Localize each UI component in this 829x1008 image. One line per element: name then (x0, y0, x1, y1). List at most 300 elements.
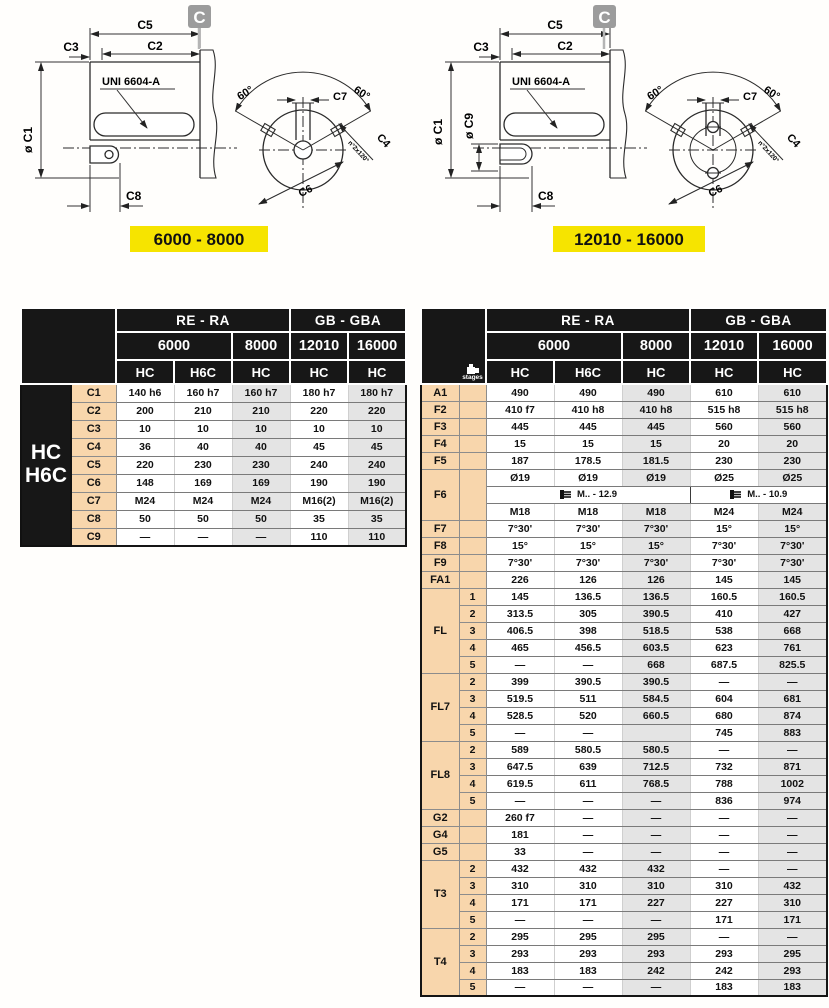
cell: — (486, 979, 554, 996)
cell: M24 (174, 492, 232, 510)
cell: 148 (116, 474, 174, 492)
cell: 305 (554, 605, 622, 622)
cell: 589 (486, 741, 554, 758)
cell: 293 (690, 945, 758, 962)
cell: 639 (554, 758, 622, 775)
stage-cell: 3 (459, 690, 486, 707)
cell: 181 (486, 826, 554, 843)
cell: 110 (290, 528, 348, 546)
svg-text:12010 - 16000: 12010 - 16000 (574, 230, 684, 249)
table-row (421, 537, 827, 554)
cell: 227 (690, 894, 758, 911)
stage-cell: 2 (459, 928, 486, 945)
stage-cell (459, 843, 486, 860)
cell: 227 (622, 894, 690, 911)
cell: 15 (486, 435, 554, 452)
stage-cell: 4 (459, 639, 486, 656)
cell: 171 (690, 911, 758, 928)
cell: M24 (232, 492, 290, 510)
cell: — (622, 809, 690, 826)
bolt-class-text: M.. - 12.9 (576, 489, 618, 500)
cell: 136.5 (622, 588, 690, 605)
cell: 15° (554, 537, 622, 554)
side-view (473, 50, 647, 178)
stage-cell: 2 (459, 605, 486, 622)
table-row (421, 741, 827, 758)
cell: 10 (290, 420, 348, 438)
cell: 7°30' (758, 554, 827, 571)
cell: 240 (290, 456, 348, 474)
cell: 293 (554, 945, 622, 962)
dim-c7: C7 (333, 91, 348, 103)
row-label: FL7 (421, 673, 459, 741)
cell: Ø19 (622, 469, 690, 486)
shaft-diagram-12010-16000 (415, 0, 829, 262)
dim-c6: C6 (706, 182, 725, 200)
table-row (421, 622, 827, 639)
cell: 160 h7 (232, 384, 290, 402)
stage-cell (459, 435, 486, 452)
cell: 465 (486, 639, 554, 656)
size-8000: 8000 (622, 332, 690, 360)
row-label: C4 (71, 438, 116, 456)
dim-c5: C5 (547, 18, 563, 32)
cell: 647.5 (486, 758, 554, 775)
cell: 50 (116, 510, 174, 528)
cell: 230 (232, 456, 290, 474)
cell: 410 f7 (486, 401, 554, 418)
series-group-re-ra: RE - RA (116, 308, 290, 332)
table-row (421, 775, 827, 792)
table-row (21, 528, 406, 546)
cell: 310 (690, 877, 758, 894)
table-row (21, 438, 406, 456)
cell: 295 (622, 928, 690, 945)
table-row (421, 962, 827, 979)
cell: 310 (758, 894, 827, 911)
cell: — (486, 911, 554, 928)
cell: — (554, 911, 622, 928)
table-row (21, 456, 406, 474)
cell: 240 (348, 456, 406, 474)
keyway-standard-label: UNI 6604-A (102, 76, 161, 88)
cell: 445 (622, 418, 690, 435)
stage-cell (459, 401, 486, 418)
size-6000: 6000 (116, 332, 232, 360)
table-row (421, 656, 827, 673)
stage-cell (459, 469, 486, 520)
table-row (421, 792, 827, 809)
row-label: F3 (421, 418, 459, 435)
cell: — (622, 911, 690, 928)
row-label: C1 (71, 384, 116, 402)
shaft-diagram-6000-8000 (5, 0, 415, 262)
cell: 45 (348, 438, 406, 456)
row-label: G5 (421, 843, 459, 860)
row-label: C6 (71, 474, 116, 492)
row-label: F7 (421, 520, 459, 537)
table-row (21, 474, 406, 492)
cell: 171 (554, 894, 622, 911)
table-row (421, 384, 827, 401)
table-row (421, 435, 827, 452)
cell: 310 (622, 877, 690, 894)
table-row (421, 690, 827, 707)
cell: 410 (690, 605, 758, 622)
stage-cell: 5 (459, 724, 486, 741)
cell: 200 (116, 402, 174, 420)
cell: 7°30' (758, 537, 827, 554)
cell: 20 (690, 435, 758, 452)
cell: 604 (690, 690, 758, 707)
dimensions-table-hc (20, 307, 407, 547)
stage-cell (459, 571, 486, 588)
cell: 7°30' (486, 554, 554, 571)
table-row (421, 724, 827, 741)
cell: 180 h7 (290, 384, 348, 402)
cell: 580.5 (554, 741, 622, 758)
cell: 515 h8 (758, 401, 827, 418)
cell: 836 (690, 792, 758, 809)
cell: 611 (554, 775, 622, 792)
table-row (421, 945, 827, 962)
cell: 183 (758, 979, 827, 996)
cell: 126 (622, 571, 690, 588)
table-row (421, 758, 827, 775)
cell: 40 (232, 438, 290, 456)
cell: 220 (116, 456, 174, 474)
cell: 883 (758, 724, 827, 741)
cell: 15° (486, 537, 554, 554)
cell: 427 (758, 605, 827, 622)
header-row-series (21, 308, 406, 332)
series-group-re-ra: RE - RA (486, 308, 690, 332)
cell: 40 (174, 438, 232, 456)
cell: 310 (486, 877, 554, 894)
cell: M18 (486, 503, 554, 520)
cell: 761 (758, 639, 827, 656)
cell: 50 (174, 510, 232, 528)
cell: — (758, 860, 827, 877)
table-row (421, 418, 827, 435)
cell: 7°30' (554, 554, 622, 571)
bolt-icon (559, 489, 572, 500)
cell: — (758, 741, 827, 758)
cell: 242 (622, 962, 690, 979)
cell: — (554, 979, 622, 996)
cell: — (690, 826, 758, 843)
cell: 490 (486, 384, 554, 401)
stage-cell (459, 418, 486, 435)
keyway-standard-label: UNI 6604-A (512, 76, 571, 88)
cell: 178.5 (554, 452, 622, 469)
variant-hc: HC (116, 360, 174, 384)
cell: — (690, 809, 758, 826)
cell: — (690, 741, 758, 758)
row-label: C9 (71, 528, 116, 546)
variant-hc: HC (232, 360, 290, 384)
cell: 580.5 (622, 741, 690, 758)
cell: M24 (116, 492, 174, 510)
bolt-class-text: M.. - 10.9 (747, 489, 788, 500)
cell: — (174, 528, 232, 546)
cell: 432 (554, 860, 622, 877)
cell: 169 (174, 474, 232, 492)
row-label: C8 (71, 510, 116, 528)
table-corner (21, 308, 116, 384)
cell: 560 (758, 418, 827, 435)
cell: 160.5 (690, 588, 758, 605)
stage-cell (459, 537, 486, 554)
cell: 190 (290, 474, 348, 492)
size-12010: 12010 (290, 332, 348, 360)
cell: 445 (554, 418, 622, 435)
table-row (421, 894, 827, 911)
table-row (421, 452, 827, 469)
cell: Ø25 (758, 469, 827, 486)
cell: 230 (690, 452, 758, 469)
cell: 183 (486, 962, 554, 979)
cell: 1002 (758, 775, 827, 792)
cell: 538 (690, 622, 758, 639)
cell: 313.5 (486, 605, 554, 622)
dim-c8: C8 (538, 189, 554, 203)
cell: 687.5 (690, 656, 758, 673)
stage-cell: 2 (459, 741, 486, 758)
bolt-icon (729, 489, 742, 500)
cell: 390.5 (554, 673, 622, 690)
cell: — (116, 528, 174, 546)
cell: 295 (554, 928, 622, 945)
angle-left-label: 60° (235, 83, 256, 103)
table-row (21, 402, 406, 420)
cell: — (758, 809, 827, 826)
cell: 210 (232, 402, 290, 420)
cell: 295 (486, 928, 554, 945)
cell: 242 (690, 962, 758, 979)
cell: — (622, 979, 690, 996)
cell: 874 (758, 707, 827, 724)
table-row (21, 510, 406, 528)
row-label: F6 (421, 469, 459, 520)
cell: 171 (486, 894, 554, 911)
stage-cell: 3 (459, 758, 486, 775)
cell: 7°30' (622, 554, 690, 571)
cell: 768.5 (622, 775, 690, 792)
cell: 45 (290, 438, 348, 456)
table-row (421, 588, 827, 605)
cell: 7°30' (622, 520, 690, 537)
cell: — (690, 673, 758, 690)
cell: — (622, 792, 690, 809)
cell: — (554, 843, 622, 860)
cell: 490 (622, 384, 690, 401)
cell: 293 (486, 945, 554, 962)
cell: — (486, 656, 554, 673)
dim-c6: C6 (296, 182, 315, 200)
row-label: F5 (421, 452, 459, 469)
angle-left-label: 60° (645, 83, 666, 103)
table-row (421, 554, 827, 571)
bolt-class-cell (486, 486, 690, 503)
cell (622, 724, 690, 741)
size-8000: 8000 (232, 332, 290, 360)
variant-hc: HC (348, 360, 406, 384)
stage-cell (459, 520, 486, 537)
table-row (421, 979, 827, 996)
cell: Ø19 (554, 469, 622, 486)
cell: 10 (232, 420, 290, 438)
cell: 35 (348, 510, 406, 528)
stage-cell (459, 826, 486, 843)
series-group-gb-gba: GB - GBA (690, 308, 827, 332)
cell: 187 (486, 452, 554, 469)
cell: 406.5 (486, 622, 554, 639)
cell: 410 h8 (554, 401, 622, 418)
cell: 399 (486, 673, 554, 690)
cell: 7°30' (486, 520, 554, 537)
cell: 10 (348, 420, 406, 438)
stage-cell: 4 (459, 775, 486, 792)
cell: 140 h6 (116, 384, 174, 402)
cell: 681 (758, 690, 827, 707)
size-16000: 16000 (348, 332, 406, 360)
row-label: F9 (421, 554, 459, 571)
dim-c5: C5 (137, 18, 153, 32)
cell: 293 (758, 962, 827, 979)
stage-cell: 5 (459, 911, 486, 928)
cell: 295 (758, 945, 827, 962)
row-label: F8 (421, 537, 459, 554)
table-row (21, 420, 406, 438)
cell: 825.5 (758, 656, 827, 673)
table-corner (421, 308, 486, 384)
table-row (421, 639, 827, 656)
row-label: G4 (421, 826, 459, 843)
stage-cell (459, 809, 486, 826)
row-label: C5 (71, 456, 116, 474)
cell: 660.5 (622, 707, 690, 724)
row-label: C7 (71, 492, 116, 510)
cell: 10 (116, 420, 174, 438)
dim-c4-note: n°2x120° (756, 139, 780, 165)
cell: M24 (690, 503, 758, 520)
stage-cell: 3 (459, 945, 486, 962)
stage-cell: 1 (459, 588, 486, 605)
cell: 680 (690, 707, 758, 724)
table-row (421, 809, 827, 826)
table-row (421, 877, 827, 894)
cell: 20 (758, 435, 827, 452)
stage-cell: 4 (459, 962, 486, 979)
cell: 390.5 (622, 605, 690, 622)
cell: 432 (622, 860, 690, 877)
cell: 136.5 (554, 588, 622, 605)
cell: 732 (690, 758, 758, 775)
dim-c9: ø C9 (462, 112, 476, 140)
cell: 515 h8 (690, 401, 758, 418)
table-row (421, 520, 827, 537)
cell: 310 (554, 877, 622, 894)
cell: 110 (348, 528, 406, 546)
cell: 456.5 (554, 639, 622, 656)
row-label: FL8 (421, 741, 459, 809)
section-badge (593, 5, 616, 49)
table-row (421, 707, 827, 724)
stage-cell: 3 (459, 622, 486, 639)
cell: 145 (486, 588, 554, 605)
cell: 410 h8 (622, 401, 690, 418)
stage-cell: 4 (459, 707, 486, 724)
stage-cell: 5 (459, 656, 486, 673)
cell: 15° (622, 537, 690, 554)
cell: — (758, 826, 827, 843)
cell: 398 (554, 622, 622, 639)
variant-hc: HC (622, 360, 690, 384)
variant-hc: HC (758, 360, 827, 384)
cell: — (622, 826, 690, 843)
cell: 619.5 (486, 775, 554, 792)
cell: 584.5 (622, 690, 690, 707)
series-side-label-line: HC (30, 441, 62, 465)
row-label: C3 (71, 420, 116, 438)
cell: 974 (758, 792, 827, 809)
gearmotor-icon (466, 363, 480, 374)
cell: 520 (554, 707, 622, 724)
row-label: FL (421, 588, 459, 673)
cell: 390.5 (622, 673, 690, 690)
variant-hc: HC (690, 360, 758, 384)
cell: 293 (622, 945, 690, 962)
stage-cell: 2 (459, 860, 486, 877)
cell: 220 (348, 402, 406, 420)
cell: 528.5 (486, 707, 554, 724)
cell: 190 (348, 474, 406, 492)
dim-c2: C2 (557, 39, 573, 53)
cell: — (486, 792, 554, 809)
cell: 560 (690, 418, 758, 435)
cell: 160 h7 (174, 384, 232, 402)
cell: 160.5 (758, 588, 827, 605)
cell: 15° (758, 520, 827, 537)
size-16000: 16000 (758, 332, 827, 360)
cell: M16(2) (348, 492, 406, 510)
variant-hc: HC (290, 360, 348, 384)
table-row (421, 826, 827, 843)
dim-c4-note: n°2x120° (346, 139, 370, 165)
cell: — (554, 826, 622, 843)
variant-h6c: H6C (554, 360, 622, 384)
size-12010: 12010 (690, 332, 758, 360)
cell: 50 (232, 510, 290, 528)
cell: 183 (690, 979, 758, 996)
cell: 623 (690, 639, 758, 656)
dim-c3: C3 (63, 40, 79, 54)
cell: M18 (622, 503, 690, 520)
cell: 169 (232, 474, 290, 492)
variant-h6c: H6C (174, 360, 232, 384)
range-label-6000-8000 (130, 226, 268, 252)
section-badge-letter: C (598, 8, 611, 27)
row-label: FA1 (421, 571, 459, 588)
stage-cell: 5 (459, 792, 486, 809)
cell: 183 (554, 962, 622, 979)
cell: 145 (758, 571, 827, 588)
cell: 745 (690, 724, 758, 741)
cell: 171 (758, 911, 827, 928)
dim-c8: C8 (126, 189, 142, 203)
cell: — (554, 809, 622, 826)
